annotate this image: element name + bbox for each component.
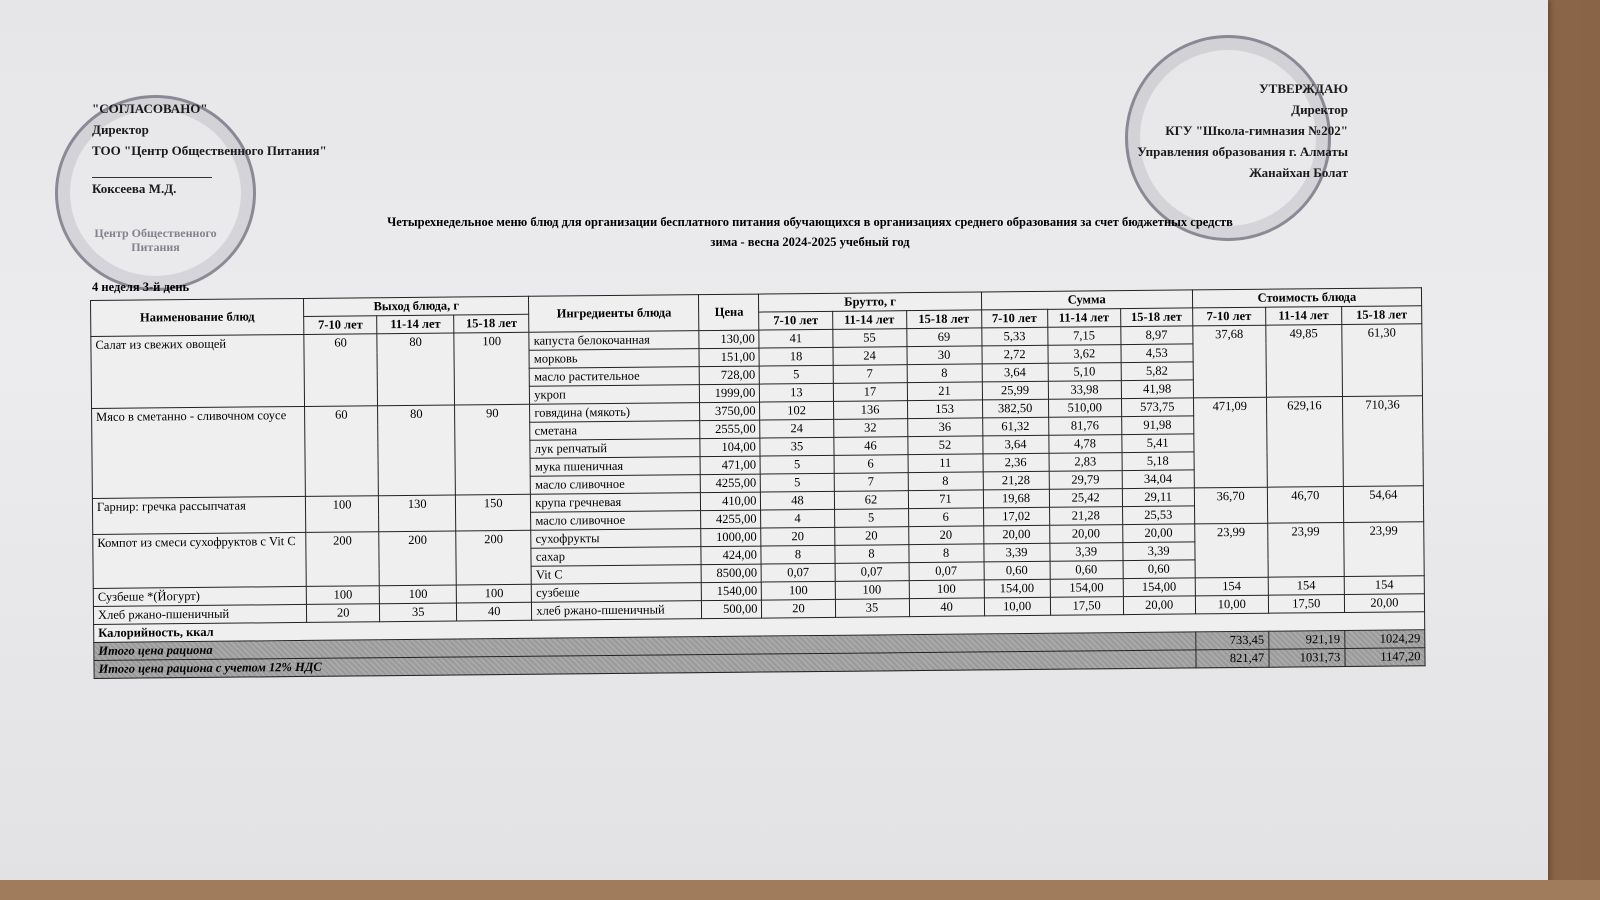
dish-cost: 23,99 bbox=[1267, 522, 1344, 577]
dish-output: 100 bbox=[306, 496, 379, 533]
ingredient-sum: 573,75 bbox=[1121, 398, 1193, 417]
header-ingredients: Ингредиенты блюда bbox=[529, 295, 699, 333]
approval-right-position: Директор bbox=[1291, 102, 1348, 117]
ingredient-sum: 154,00 bbox=[1123, 578, 1195, 597]
ingredient-brutto: 8 bbox=[908, 472, 983, 491]
total-vat-value: 1031,73 bbox=[1269, 648, 1345, 667]
ingredient-name: Vit C bbox=[531, 565, 701, 585]
dish-cost: 37,68 bbox=[1193, 325, 1267, 398]
header-brutto: Брутто, г bbox=[759, 292, 981, 312]
ingredient-price: 1000,00 bbox=[701, 528, 761, 547]
ingredient-brutto: 20 bbox=[834, 527, 908, 546]
ingredient-brutto: 5 bbox=[760, 365, 833, 384]
ingredient-sum: 3,39 bbox=[1123, 542, 1195, 561]
ingredient-price: 424,00 bbox=[701, 546, 761, 565]
ingredient-name: мука пшеничная bbox=[530, 457, 700, 477]
signature-line bbox=[92, 161, 212, 178]
ingredient-brutto: 46 bbox=[833, 437, 907, 456]
approval-right-name: Жанайхан Болат bbox=[1249, 165, 1348, 180]
ingredient-brutto: 8 bbox=[761, 545, 834, 564]
header-sum: Сумма bbox=[981, 290, 1192, 310]
ingredient-sum: 33,98 bbox=[1048, 381, 1121, 400]
ingredient-sum: 3,39 bbox=[983, 543, 1049, 562]
ingredient-price: 4255,00 bbox=[701, 474, 761, 493]
ingredient-sum: 2,72 bbox=[982, 345, 1048, 364]
ingredient-sum: 29,79 bbox=[1049, 471, 1122, 490]
ingredient-name: лук репчатый bbox=[530, 439, 700, 459]
ingredient-name: масло сливочное bbox=[531, 511, 701, 531]
header-cost: Стоимость блюда bbox=[1192, 288, 1421, 308]
approval-right bbox=[1137, 78, 1348, 183]
ingredient-sum: 20,00 bbox=[1122, 524, 1194, 543]
ingredient-price: 1999,00 bbox=[700, 384, 760, 403]
dish-name: Компот из смеси сухофруктов с Vit C bbox=[93, 532, 307, 588]
dish-cost: 49,85 bbox=[1266, 324, 1343, 397]
dish-output: 35 bbox=[380, 603, 457, 622]
ingredient-sum: 7,15 bbox=[1047, 327, 1120, 346]
ingredient-sum: 20,00 bbox=[1049, 525, 1122, 544]
ingredient-price: 3750,00 bbox=[700, 402, 760, 421]
ingredient-brutto: 55 bbox=[832, 329, 906, 348]
header-brutto-age-0: 7-10 лет bbox=[759, 311, 832, 330]
ingredient-sum: 4,78 bbox=[1048, 435, 1121, 454]
ingredient-sum: 0,60 bbox=[1050, 561, 1123, 580]
header-brutto-age-2: 15-18 лет bbox=[906, 310, 981, 329]
dish-cost: 54,64 bbox=[1343, 486, 1424, 523]
ingredient-brutto: 21 bbox=[907, 382, 982, 401]
ingredient-brutto: 5 bbox=[761, 473, 834, 492]
approval-left-heading: "СОГЛАСОВАНО" bbox=[92, 101, 208, 116]
ingredient-sum: 17,02 bbox=[983, 507, 1049, 526]
ingredient-name: сузбеше bbox=[532, 583, 702, 603]
ingredient-sum: 8,97 bbox=[1120, 326, 1192, 345]
ingredient-name: крупа гречневая bbox=[531, 493, 701, 513]
ingredient-brutto: 32 bbox=[833, 419, 907, 438]
ingredient-name: сухофрукты bbox=[531, 529, 701, 549]
ingredient-name: капуста белокочанная bbox=[529, 331, 699, 351]
header-price: Цена bbox=[699, 294, 759, 331]
header-output-age-0: 7-10 лет bbox=[304, 316, 377, 335]
ingredient-brutto: 0,07 bbox=[909, 562, 984, 581]
approval-right-org: КГУ "Школа-гимназия №202" bbox=[1165, 123, 1348, 138]
ingredient-price: 104,00 bbox=[700, 438, 760, 457]
ingredient-brutto: 0,07 bbox=[835, 563, 909, 582]
ingredient-price: 8500,00 bbox=[701, 564, 761, 583]
dish-cost: 154 bbox=[1344, 576, 1424, 595]
header-sum-age-0: 7-10 лет bbox=[981, 309, 1047, 328]
ingredient-name: хлеб ржано-пшеничный bbox=[532, 601, 702, 621]
ingredient-brutto: 6 bbox=[908, 508, 983, 527]
ingredient-sum: 0,60 bbox=[1123, 560, 1195, 579]
dish-output: 80 bbox=[377, 333, 455, 406]
approval-left-org: ТОО "Центр Общественного Питания" bbox=[92, 143, 327, 158]
dish-cost: 20,00 bbox=[1344, 594, 1424, 613]
ingredient-brutto: 62 bbox=[834, 491, 908, 510]
ingredient-brutto: 6 bbox=[834, 455, 908, 474]
ingredient-sum: 21,28 bbox=[983, 471, 1049, 490]
ingredient-sum: 20,00 bbox=[1123, 596, 1195, 615]
ingredient-brutto: 5 bbox=[760, 455, 833, 474]
ingredient-brutto: 35 bbox=[760, 437, 833, 456]
ingredient-brutto: 13 bbox=[760, 383, 833, 402]
dish-cost: 23,99 bbox=[1344, 522, 1425, 577]
ingredient-brutto: 17 bbox=[833, 383, 907, 402]
total-vat-value: 821,47 bbox=[1196, 649, 1269, 668]
ingredient-brutto: 102 bbox=[760, 401, 833, 420]
ingredient-name: укроп bbox=[530, 385, 700, 405]
approval-right-heading: УТВЕРЖДАЮ bbox=[1259, 81, 1348, 96]
dish-cost: 36,70 bbox=[1194, 487, 1267, 524]
ingredient-sum: 5,82 bbox=[1121, 362, 1193, 381]
dish-output: 60 bbox=[304, 334, 378, 407]
menu-table bbox=[90, 287, 1426, 679]
ingredient-brutto: 5 bbox=[834, 509, 908, 528]
ingredient-sum: 5,18 bbox=[1122, 452, 1194, 471]
dish-cost: 629,16 bbox=[1266, 396, 1343, 487]
ingredient-brutto: 69 bbox=[906, 328, 981, 347]
ingredient-price: 4255,00 bbox=[701, 510, 761, 529]
dish-output: 200 bbox=[456, 530, 532, 585]
total-label: Итого цена рациона bbox=[94, 632, 1196, 661]
ingredient-brutto: 8 bbox=[907, 364, 982, 383]
header-dish: Наименование блюд bbox=[91, 298, 304, 336]
ingredient-price: 1540,00 bbox=[702, 582, 762, 601]
ingredient-brutto: 7 bbox=[834, 473, 908, 492]
ingredient-brutto: 20 bbox=[762, 599, 835, 618]
ingredient-sum: 3,62 bbox=[1048, 345, 1121, 364]
ingredient-name: масло сливочное bbox=[531, 475, 701, 495]
header-cost-age-2: 15-18 лет bbox=[1341, 306, 1421, 325]
dish-output: 80 bbox=[378, 405, 456, 496]
ingredient-sum: 2,83 bbox=[1049, 453, 1122, 472]
dish-output: 100 bbox=[379, 585, 456, 604]
approval-left-position: Директор bbox=[92, 122, 149, 137]
ingredient-sum: 5,33 bbox=[981, 327, 1047, 346]
ingredient-sum: 0,60 bbox=[984, 561, 1050, 580]
dish-output: 100 bbox=[454, 332, 530, 405]
ingredient-sum: 91,98 bbox=[1121, 416, 1193, 435]
dish-name: Сузбеше *(Йогурт) bbox=[93, 586, 306, 606]
dish-cost: 46,70 bbox=[1267, 486, 1343, 523]
ingredient-brutto: 0,07 bbox=[762, 563, 835, 582]
dish-name: Хлеб ржано-пшеничный bbox=[93, 604, 306, 624]
ingredient-price: 728,00 bbox=[700, 366, 760, 385]
ingredient-sum: 29,11 bbox=[1122, 488, 1194, 507]
ingredient-price: 151,00 bbox=[699, 348, 759, 367]
approval-left bbox=[92, 98, 327, 199]
dish-name: Мясо в сметанно - сливочном соусе bbox=[92, 406, 306, 498]
dish-output: 130 bbox=[379, 495, 456, 532]
ingredient-brutto: 20 bbox=[761, 527, 834, 546]
header-cost-age-0: 7-10 лет bbox=[1192, 307, 1265, 326]
ingredient-brutto: 11 bbox=[908, 454, 983, 473]
ingredient-name: морковь bbox=[529, 349, 699, 369]
ingredient-brutto: 7 bbox=[833, 365, 907, 384]
dish-output: 20 bbox=[307, 604, 380, 623]
ingredient-brutto: 20 bbox=[908, 526, 983, 545]
ingredient-sum: 10,00 bbox=[984, 597, 1050, 616]
total-value: 733,45 bbox=[1195, 631, 1268, 650]
dish-output: 40 bbox=[457, 602, 532, 621]
dish-output: 200 bbox=[306, 532, 380, 587]
total-vat-label: Итого цена рациона с учетом 12% НДС bbox=[94, 650, 1196, 679]
dish-cost: 471,09 bbox=[1193, 397, 1267, 488]
dish-name: Салат из свежих овощей bbox=[91, 334, 305, 408]
ingredient-sum: 20,00 bbox=[983, 525, 1049, 544]
ingredient-sum: 4,53 bbox=[1121, 344, 1193, 363]
header-output: Выход блюда, г bbox=[304, 296, 529, 316]
ingredient-brutto: 153 bbox=[907, 400, 982, 419]
menu-body bbox=[91, 324, 1425, 679]
ingredient-sum: 34,04 bbox=[1122, 470, 1194, 489]
document-subtitle: зима - весна 2024-2025 учебный год bbox=[710, 235, 910, 249]
ingredient-brutto: 48 bbox=[761, 491, 834, 510]
ingredient-sum: 3,39 bbox=[1050, 543, 1123, 562]
ingredient-brutto: 52 bbox=[907, 436, 982, 455]
menu-day: 4 неделя 3-й день bbox=[92, 280, 190, 294]
dish-cost: 154 bbox=[1195, 577, 1268, 596]
ingredient-sum: 154,00 bbox=[984, 579, 1050, 598]
total-vat-value: 1147,20 bbox=[1345, 648, 1425, 667]
stamp-left-text: Центр Общественного Питания bbox=[94, 226, 217, 254]
dish-output: 60 bbox=[305, 406, 379, 497]
ingredient-sum: 3,64 bbox=[982, 435, 1048, 454]
ingredient-brutto: 36 bbox=[907, 418, 982, 437]
dish-cost: 710,36 bbox=[1342, 396, 1423, 487]
ingredient-brutto: 8 bbox=[834, 545, 908, 564]
ingredient-sum: 21,28 bbox=[1049, 507, 1122, 526]
ingredient-sum: 61,32 bbox=[982, 417, 1048, 436]
ingredient-brutto: 18 bbox=[759, 347, 832, 366]
dish-cost: 23,99 bbox=[1194, 523, 1268, 578]
document-title: Четырехнедельное меню блюд для организации бесплатного питания обучающихся в организациях среднего образования за счет бюджетных средств bbox=[387, 215, 1233, 229]
ingredient-name: сахар bbox=[531, 547, 701, 567]
dish-output: 100 bbox=[306, 586, 379, 605]
ingredient-sum: 25,99 bbox=[982, 381, 1048, 400]
ingredient-brutto: 100 bbox=[762, 581, 835, 600]
title-block bbox=[200, 212, 1420, 252]
header-sum-age-1: 11-14 лет bbox=[1047, 309, 1120, 328]
ingredient-brutto: 136 bbox=[833, 401, 907, 420]
approval-left-name: Коксеева М.Д. bbox=[92, 181, 177, 196]
approval-right-dept: Управления образования г. Алматы bbox=[1137, 144, 1348, 159]
ingredient-sum: 5,10 bbox=[1048, 363, 1121, 382]
ingredient-price: 130,00 bbox=[699, 330, 759, 349]
ingredient-sum: 382,50 bbox=[982, 399, 1048, 418]
dish-output: 150 bbox=[456, 494, 531, 531]
ingredient-sum: 25,42 bbox=[1049, 489, 1122, 508]
ingredient-brutto: 40 bbox=[909, 598, 984, 617]
header-cost-age-1: 11-14 лет bbox=[1265, 306, 1341, 325]
ingredient-price: 2555,00 bbox=[700, 420, 760, 439]
ingredient-sum: 2,36 bbox=[983, 453, 1049, 472]
ingredient-brutto: 71 bbox=[908, 490, 983, 509]
header-brutto-age-1: 11-14 лет bbox=[832, 311, 906, 330]
ingredient-name: масло растительное bbox=[529, 367, 699, 387]
calories-label: Калорийность, ккал bbox=[94, 612, 1425, 643]
dish-output: 100 bbox=[457, 584, 532, 603]
dish-output: 90 bbox=[455, 404, 531, 495]
ingredient-brutto: 24 bbox=[760, 419, 833, 438]
ingredient-sum: 19,68 bbox=[983, 489, 1049, 508]
ingredient-brutto: 4 bbox=[761, 509, 834, 528]
dish-cost: 154 bbox=[1268, 576, 1344, 595]
ingredient-sum: 81,76 bbox=[1048, 417, 1121, 436]
ingredient-sum: 510,00 bbox=[1048, 399, 1121, 418]
ingredient-sum: 25,53 bbox=[1122, 506, 1194, 525]
ingredient-sum: 3,64 bbox=[982, 363, 1048, 382]
dish-cost: 17,50 bbox=[1268, 594, 1344, 613]
total-value: 921,19 bbox=[1269, 630, 1345, 649]
ingredient-price: 500,00 bbox=[702, 600, 762, 619]
header-sum-age-2: 15-18 лет bbox=[1120, 308, 1192, 327]
total-value: 1024,29 bbox=[1345, 630, 1425, 649]
ingredient-name: сметана bbox=[530, 421, 700, 441]
ingredient-sum: 154,00 bbox=[1050, 579, 1123, 598]
ingredient-brutto: 100 bbox=[835, 581, 909, 600]
ingredient-sum: 41,98 bbox=[1121, 380, 1193, 399]
ingredient-sum: 5,41 bbox=[1122, 434, 1194, 453]
dish-output: 200 bbox=[379, 531, 457, 586]
ingredient-price: 471,00 bbox=[700, 456, 760, 475]
ingredient-name: говядина (мякоть) bbox=[530, 403, 700, 423]
ingredient-brutto: 24 bbox=[832, 347, 906, 366]
dish-cost: 10,00 bbox=[1195, 595, 1268, 614]
ingredient-brutto: 41 bbox=[759, 329, 832, 348]
ingredient-price: 410,00 bbox=[701, 492, 761, 511]
ingredient-sum: 17,50 bbox=[1050, 597, 1123, 616]
ingredient-brutto: 30 bbox=[907, 346, 982, 365]
ingredient-brutto: 35 bbox=[835, 599, 909, 618]
dish-cost: 61,30 bbox=[1342, 324, 1423, 397]
header-output-age-1: 11-14 лет bbox=[377, 315, 454, 334]
header-output-age-2: 15-18 лет bbox=[454, 314, 529, 333]
wood-surface bbox=[0, 880, 1600, 900]
ingredient-brutto: 100 bbox=[909, 580, 984, 599]
ingredient-brutto: 8 bbox=[908, 544, 983, 563]
dish-name: Гарнир: гречка рассыпчатая bbox=[92, 496, 305, 534]
